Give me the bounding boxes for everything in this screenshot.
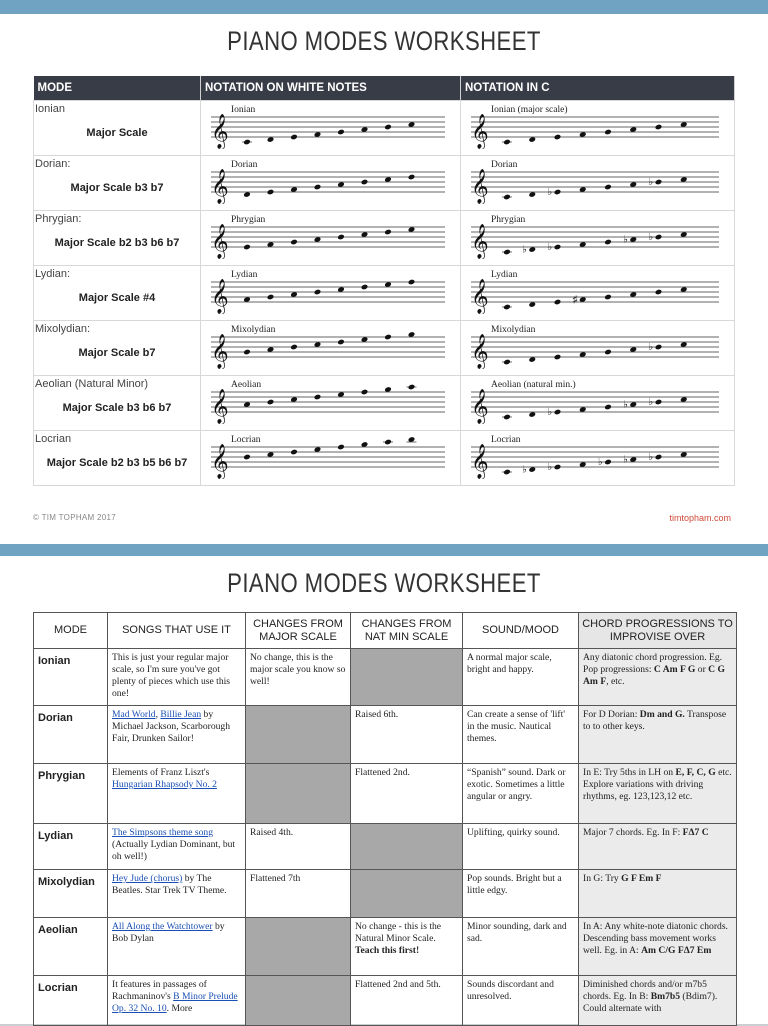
- header-sound-mood: SOUND/MOOD: [463, 613, 579, 649]
- note-head: [604, 348, 612, 355]
- mode-cell: [34, 430, 201, 485]
- mode-name: Phrygian:: [35, 212, 82, 225]
- treble-clef-icon: 𝄞: [471, 388, 489, 424]
- note-head: [267, 188, 275, 195]
- notation-in-c-staff: [469, 433, 723, 479]
- header-white-notes: NOTATION ON WHITE NOTES: [201, 76, 461, 100]
- staff-label: Aeolian: [231, 379, 262, 390]
- table-row: [34, 870, 737, 918]
- note-head: [408, 383, 416, 390]
- songs-cell: Elements of Franz Liszt's Hungarian Rhapsody No. 2: [108, 764, 246, 824]
- treble-clef-icon: 𝄞: [471, 223, 489, 259]
- note-head: [503, 468, 511, 475]
- note-head: [243, 348, 251, 355]
- songs-cell: Mad World, Billie Jean by Michael Jackson, Scarborough Fair, Drunken Sailor!: [108, 706, 246, 764]
- footer-website-link[interactable]: timtopham.com: [669, 513, 731, 523]
- note-head: [314, 288, 322, 295]
- modes-notation-table: [33, 76, 735, 486]
- note-head: [290, 448, 298, 455]
- notation-in-c-cell: [461, 155, 735, 210]
- note-head: [554, 188, 562, 195]
- treble-clef-icon: 𝄞: [471, 333, 489, 369]
- note-head: [408, 278, 416, 285]
- mode-cell: [34, 100, 201, 155]
- mode-description: Major Scale b7: [78, 346, 156, 359]
- modes-info-table: [33, 612, 737, 1026]
- song-link-billie-jean[interactable]: Billie Jean: [160, 709, 202, 720]
- staff-label: Locrian: [491, 434, 521, 445]
- note-head: [554, 133, 562, 140]
- mode-name: Mixolydian:: [35, 322, 91, 335]
- worksheet-page-2: [0, 556, 768, 1024]
- note-head: [604, 238, 612, 245]
- note-head: [337, 443, 345, 450]
- notation-in-c-staff: [469, 158, 723, 204]
- flat-sign: ♭: [522, 464, 527, 475]
- mode-description: Major Scale b3 b6 b7: [62, 401, 172, 414]
- flat-sign: ♭: [648, 451, 654, 463]
- white-notes-cell: [201, 375, 461, 430]
- changes-natmin-cell: Flattened 2nd and 5th.: [351, 976, 463, 1026]
- note-head: [655, 343, 663, 350]
- treble-clef-icon: 𝄞: [471, 168, 489, 204]
- header-mode: MODE: [34, 76, 201, 100]
- note-head: [554, 298, 562, 305]
- mode-cell: [34, 210, 201, 265]
- mode-name: Ionian: [35, 102, 65, 115]
- note-head: [503, 248, 511, 255]
- note-head: [503, 303, 511, 310]
- mode-cell: Ionian: [34, 649, 108, 706]
- table-row: [34, 918, 737, 976]
- sound-cell: “Spanish” sound. Dark or exotic. Sometimes a little angular or angry.: [463, 764, 579, 824]
- note-head: [503, 138, 511, 145]
- treble-clef-icon: 𝄞: [211, 388, 229, 424]
- table-row: [34, 976, 737, 1026]
- note-head: [337, 338, 345, 345]
- mode-cell: Mixolydian: [34, 870, 108, 918]
- treble-clef-icon: 𝄞: [471, 113, 489, 149]
- note-head: [384, 438, 392, 445]
- note-head: [290, 343, 298, 350]
- changes-major-cell: [246, 976, 351, 1026]
- white-notes-staff: [209, 268, 449, 314]
- note-head: [361, 388, 369, 395]
- song-link-watchtower[interactable]: All Along the Watchtower: [112, 921, 213, 932]
- white-notes-staff: [209, 378, 449, 424]
- staff-label: Dorian: [491, 159, 518, 170]
- chords-cell: Major 7 chords. Eg. In F: FΔ7 C: [579, 824, 737, 870]
- flat-sign: ♭: [623, 234, 628, 245]
- note-head: [384, 228, 392, 235]
- header-songs: SONGS THAT USE IT: [108, 613, 246, 649]
- footer-copyright: © TIM TOPHAM 2017: [33, 513, 117, 522]
- sound-cell: Minor sounding, dark and sad.: [463, 918, 579, 976]
- song-link-mad-world[interactable]: Mad World: [112, 709, 156, 720]
- note-head: [604, 293, 612, 300]
- note-head: [604, 128, 612, 135]
- changes-natmin-cell: Flattened 2nd.: [351, 764, 463, 824]
- songs-cell: It features in passages of Rachmaninov's B Minor Prelude Op. 32 No. 10. More: [108, 976, 246, 1026]
- note-head: [290, 238, 298, 245]
- sound-cell: Can create a sense of 'lift' in the music. Nautical themes.: [463, 706, 579, 764]
- note-head: [384, 123, 392, 130]
- songs-cell: The Simpsons theme song (Actually Lydian Dominant, but oh well!): [108, 824, 246, 870]
- note-head: [503, 358, 511, 365]
- staff-label: Phrygian: [231, 214, 266, 225]
- song-link-hey-jude[interactable]: Hey Jude (chorus): [112, 873, 183, 884]
- mode-cell: [34, 265, 201, 320]
- note-head: [267, 398, 275, 405]
- notation-in-c-staff: [469, 378, 723, 424]
- sound-cell: Uplifting, quirky sound.: [463, 824, 579, 870]
- notation-in-c-cell: [461, 100, 735, 155]
- header-mode: MODE: [34, 613, 108, 649]
- page-top-bar: [0, 0, 768, 14]
- note-head: [243, 138, 251, 145]
- note-head: [337, 128, 345, 135]
- notation-in-c-cell: [461, 375, 735, 430]
- changes-major-cell: No change, this is the major scale you know so well!: [246, 649, 351, 706]
- notation-in-c-staff: [469, 103, 723, 149]
- mode-cell: [34, 320, 201, 375]
- note-head: [604, 183, 612, 190]
- chords-cell: In E: Try 5ths in LH on E, F, C, G etc. Explore variations with driving rhythms, eg. 123,123,12 etc.: [579, 764, 737, 824]
- table-row: [34, 375, 735, 430]
- mode-name: Aeolian (Natural Minor): [35, 377, 149, 390]
- table-row: [34, 320, 735, 375]
- white-notes-cell: [201, 320, 461, 375]
- flat-sign: ♭: [648, 396, 654, 408]
- note-head: [655, 178, 663, 185]
- changes-major-cell: Flattened 7th: [246, 870, 351, 918]
- notation-in-c-cell: [461, 265, 735, 320]
- white-notes-staff: [209, 433, 449, 479]
- changes-natmin-cell: [351, 824, 463, 870]
- staff-label: Ionian: [231, 104, 256, 115]
- white-notes-cell: [201, 430, 461, 485]
- chords-cell: Any diatonic chord progression. Eg. Pop progressions: C Am F G or C G Am F, etc.: [579, 649, 737, 706]
- page-top-bar: [0, 544, 768, 556]
- mode-description: Major Scale b3 b7: [70, 181, 164, 194]
- notation-in-c-staff: [469, 268, 723, 314]
- table-row: [34, 706, 737, 764]
- changes-major-cell: [246, 764, 351, 824]
- notation-in-c-staff: [469, 323, 723, 369]
- mode-cell: Dorian: [34, 706, 108, 764]
- note-head: [554, 463, 562, 470]
- treble-clef-icon: 𝄞: [211, 168, 229, 204]
- page-title: PIANO MODES WORKSHEET: [227, 568, 541, 598]
- changes-natmin-cell: [351, 870, 463, 918]
- note-head: [655, 123, 663, 130]
- changes-natmin-cell: Raised 6th.: [351, 706, 463, 764]
- mode-name: Locrian: [35, 432, 72, 445]
- note-head: [314, 183, 322, 190]
- mode-cell: [34, 375, 201, 430]
- staff-label: Dorian: [231, 159, 258, 170]
- notation-in-c-staff: [469, 213, 723, 259]
- staff-label: Locrian: [231, 434, 261, 445]
- notation-in-c-cell: [461, 320, 735, 375]
- mode-description: Major Scale #4: [78, 291, 156, 304]
- mode-cell: Locrian: [34, 976, 108, 1026]
- songs-cell: Hey Jude (chorus) by The Beatles. Star Trek TV Theme.: [108, 870, 246, 918]
- note-head: [554, 408, 562, 415]
- staff-label: Aeolian (natural min.): [491, 379, 576, 390]
- note-head: [290, 133, 298, 140]
- changes-major-cell: Raised 4th.: [246, 824, 351, 870]
- note-head: [554, 243, 562, 250]
- mode-description: Major Scale b2 b3 b5 b6 b7: [46, 456, 188, 469]
- staff-label: Mixolydian: [491, 324, 536, 335]
- changes-major-cell: [246, 918, 351, 976]
- white-notes-cell: [201, 100, 461, 155]
- header-notation-in-c: NOTATION IN C: [461, 76, 735, 100]
- staff-label: Lydian: [231, 269, 258, 280]
- note-head: [604, 403, 612, 410]
- treble-clef-icon: 𝄞: [211, 113, 229, 149]
- table-row: [34, 210, 735, 265]
- treble-clef-icon: 𝄞: [211, 443, 229, 479]
- note-head: [408, 173, 416, 180]
- sound-cell: A normal major scale, bright and happy.: [463, 649, 579, 706]
- flat-sign: ♭: [547, 461, 553, 473]
- notation-in-c-cell: [461, 430, 735, 485]
- mode-description: Major Scale: [86, 126, 148, 139]
- changes-natmin-cell: [351, 649, 463, 706]
- note-head: [267, 293, 275, 300]
- white-notes-staff: [209, 103, 449, 149]
- white-notes-staff: [209, 158, 449, 204]
- flat-sign: ♭: [648, 341, 654, 353]
- white-notes-cell: [201, 210, 461, 265]
- chords-cell: For D Dorian: Dm and G. Transpose to to other keys.: [579, 706, 737, 764]
- note-head: [655, 288, 663, 295]
- note-head: [361, 178, 369, 185]
- treble-clef-icon: 𝄞: [211, 223, 229, 259]
- treble-clef-icon: 𝄞: [211, 278, 229, 314]
- note-head: [604, 458, 612, 465]
- flat-sign: ♭: [547, 186, 553, 198]
- header-chord-progressions: CHORD PROGRESSIONS TO IMPROVISE OVER: [579, 613, 737, 649]
- table-row: [34, 265, 735, 320]
- flat-sign: ♭: [598, 456, 603, 468]
- mode-cell: Lydian: [34, 824, 108, 870]
- staff-label: Phrygian: [491, 214, 526, 225]
- staff-label: Ionian (major scale): [491, 104, 568, 115]
- white-notes-cell: [201, 155, 461, 210]
- flat-sign: ♭: [623, 454, 628, 465]
- changes-natmin-cell: No change - this is the Natural Minor Scale. Teach this first!: [351, 918, 463, 976]
- mode-name: Dorian:: [35, 157, 71, 170]
- header-changes-major: CHANGES FROM MAJOR SCALE: [246, 613, 351, 649]
- note-head: [314, 393, 322, 400]
- chords-cell: Diminished chords and/or m7b5 chords. Eg. In B: Bm7b5 (Bdim7). Could alternate with: [579, 976, 737, 1026]
- songs-cell: All Along the Watchtower by Bob Dylan: [108, 918, 246, 976]
- note-head: [554, 353, 562, 360]
- table-row: [34, 649, 737, 706]
- sound-cell: Pop sounds. Bright but a little edgy.: [463, 870, 579, 918]
- sound-cell: Sounds discordant and unresolved.: [463, 976, 579, 1026]
- song-link-simpsons[interactable]: The Simpsons theme song: [112, 827, 213, 838]
- treble-clef-icon: 𝄞: [471, 443, 489, 479]
- sharp-sign: ♯: [572, 294, 578, 305]
- note-head: [655, 233, 663, 240]
- chords-cell: In A: Any white-note diatonic chords. Descending bass movement works well. Eg. in A: Am C/G FΔ7 Em: [579, 918, 737, 976]
- song-link-hungarian-rhapsody[interactable]: Hungarian Rhapsody No. 2: [112, 779, 217, 790]
- flat-sign: ♭: [648, 231, 654, 243]
- table-row: [34, 155, 735, 210]
- note-head: [655, 453, 663, 460]
- header-changes-natmin: CHANGES FROM NAT MIN SCALE: [351, 613, 463, 649]
- treble-clef-icon: 𝄞: [471, 278, 489, 314]
- mode-cell: [34, 155, 201, 210]
- song-link-rachmaninov[interactable]: B Minor Prelude Op. 32 No. 10: [112, 991, 238, 1014]
- flat-sign: ♭: [547, 241, 553, 253]
- table-row: [34, 824, 737, 870]
- mode-name: Lydian:: [35, 267, 71, 280]
- note-head: [243, 453, 251, 460]
- mode-cell: Phrygian: [34, 764, 108, 824]
- mode-cell: Aeolian: [34, 918, 108, 976]
- flat-sign: ♭: [623, 399, 628, 410]
- notation-in-c-cell: [461, 210, 735, 265]
- page-title: PIANO MODES WORKSHEET: [227, 26, 541, 56]
- flat-sign: ♭: [648, 176, 654, 188]
- table-row: [34, 430, 735, 485]
- flat-sign: ♭: [547, 406, 553, 418]
- chords-cell: In G: Try G F Em F: [579, 870, 737, 918]
- note-head: [503, 193, 511, 200]
- note-head: [361, 283, 369, 290]
- songs-cell: This is just your regular major scale, so I'm sure you've got plenty of pieces which use this one!: [108, 649, 246, 706]
- staff-label: Mixolydian: [231, 324, 276, 335]
- white-notes-staff: [209, 213, 449, 259]
- note-head: [243, 243, 251, 250]
- white-notes-staff: [209, 323, 449, 369]
- white-notes-cell: [201, 265, 461, 320]
- note-head: [503, 413, 511, 420]
- mode-description: Major Scale b2 b3 b6 b7: [54, 236, 180, 249]
- changes-major-cell: [246, 706, 351, 764]
- note-head: [655, 398, 663, 405]
- flat-sign: ♭: [522, 244, 527, 255]
- staff-label: Lydian: [491, 269, 518, 280]
- table-row: [34, 764, 737, 824]
- note-head: [384, 333, 392, 340]
- treble-clef-icon: 𝄞: [211, 333, 229, 369]
- note-head: [337, 233, 345, 240]
- table-row: [34, 100, 735, 155]
